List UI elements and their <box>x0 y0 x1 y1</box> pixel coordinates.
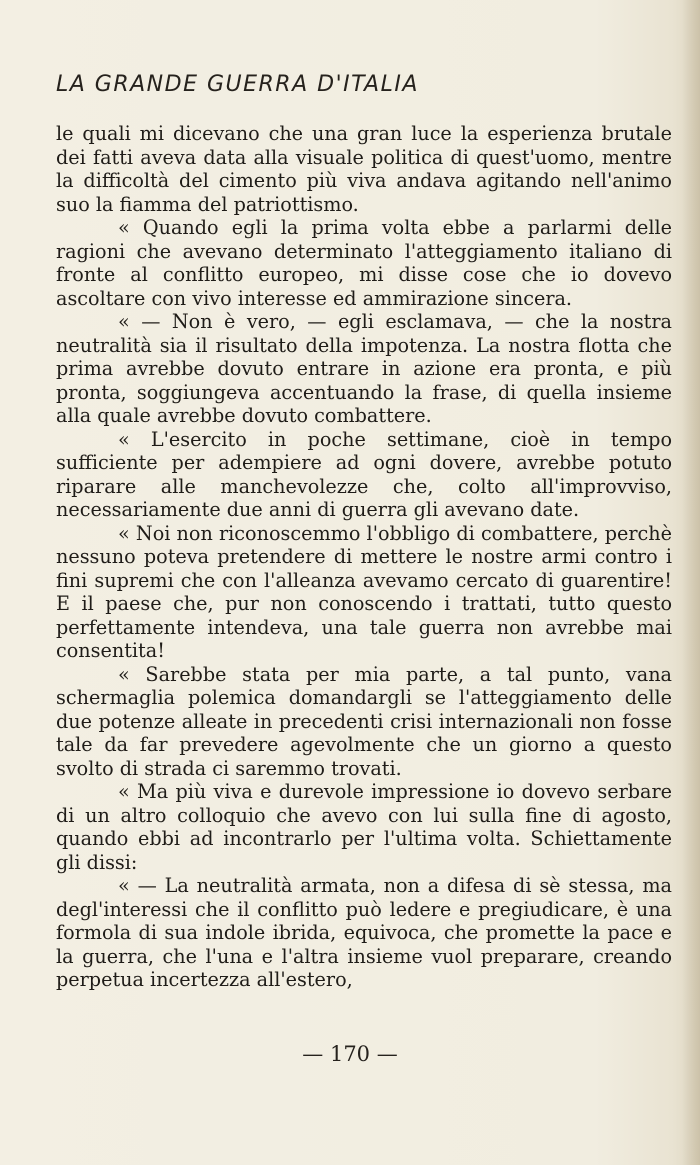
page-edge-shadow <box>682 0 700 1165</box>
paragraph: le quali mi dicevano che una gran luce la esperienza brutale dei fatti aveva data alla visuale politica di quest'uomo, mentre la difficoltà del cimento più viva andava agitando nell'animo suo la fiamma del patriottismo. <box>56 122 672 216</box>
paragraph: « — La neutralità armata, non a difesa di sè stessa, ma degl'interessi che il conflitto può ledere e pregiudicare, è una formola di sua indole ibrida, equivoca, che promette la pace e la guerra, che l'una e l'altra insieme vuol preparare, creando perpetua incertezza all'estero, <box>56 874 672 991</box>
paragraph: « L'esercito in poche settimane, cioè in tempo sufficiente per adempiere ad ogni dovere, avrebbe potuto riparare alle manchevolezze che, colto all'improvviso, necessariamente due anni di guerra gli avevano date. <box>56 427 672 521</box>
paragraph: « Quando egli la prima volta ebbe a parlarmi delle ragioni che avevano determinato l'atteggiamento italiano di fronte al conflitto europeo, mi disse cose che io dovevo ascoltare con vivo interesse ed ammirazione sincera. <box>56 216 672 310</box>
paragraph: « Sarebbe stata per mia parte, a tal punto, vana schermaglia polemica domandargli se l'atteggiamento delle due potenze alleate in precedenti crisi internazionali non fosse tale da far prevedere agevolmente che un giorno a questo svolto di strada ci saremmo trovati. <box>56 662 672 780</box>
paragraph: « Noi non riconoscemmo l'obbligo di combattere, perchè nessuno poteva pretendere di mettere le nostre armi contro i fini supremi che con l'alleanza avevamo cercato di guarentire! E il paese che, pur non conoscendo i trattati, tutto questo perfettamente intendeva, una tale guerra non avrebbe mai consentita! <box>56 521 672 662</box>
running-header: LA GRANDE GUERRA D'ITALIA <box>56 72 419 97</box>
paragraph: « — Non è vero, — egli esclamava, — che la nostra neutralità sia il risultato della impotenza. La nostra flotta che prima avrebbe dovuto entrare in azione era pronta, e più pronta, soggiungeva accentuando la frase, di quella insieme alla quale avrebbe dovuto combattere. <box>56 310 672 427</box>
page-number: — 170 — <box>302 1042 398 1066</box>
paragraph: « Ma più viva e durevole impressione io dovevo serbare di un altro colloquio che avevo con lui sulla fine di agosto, quando ebbi ad incontrarlo per l'ultima volta. Schiettamente gli dissi: <box>56 780 672 874</box>
body-text <box>56 122 672 992</box>
